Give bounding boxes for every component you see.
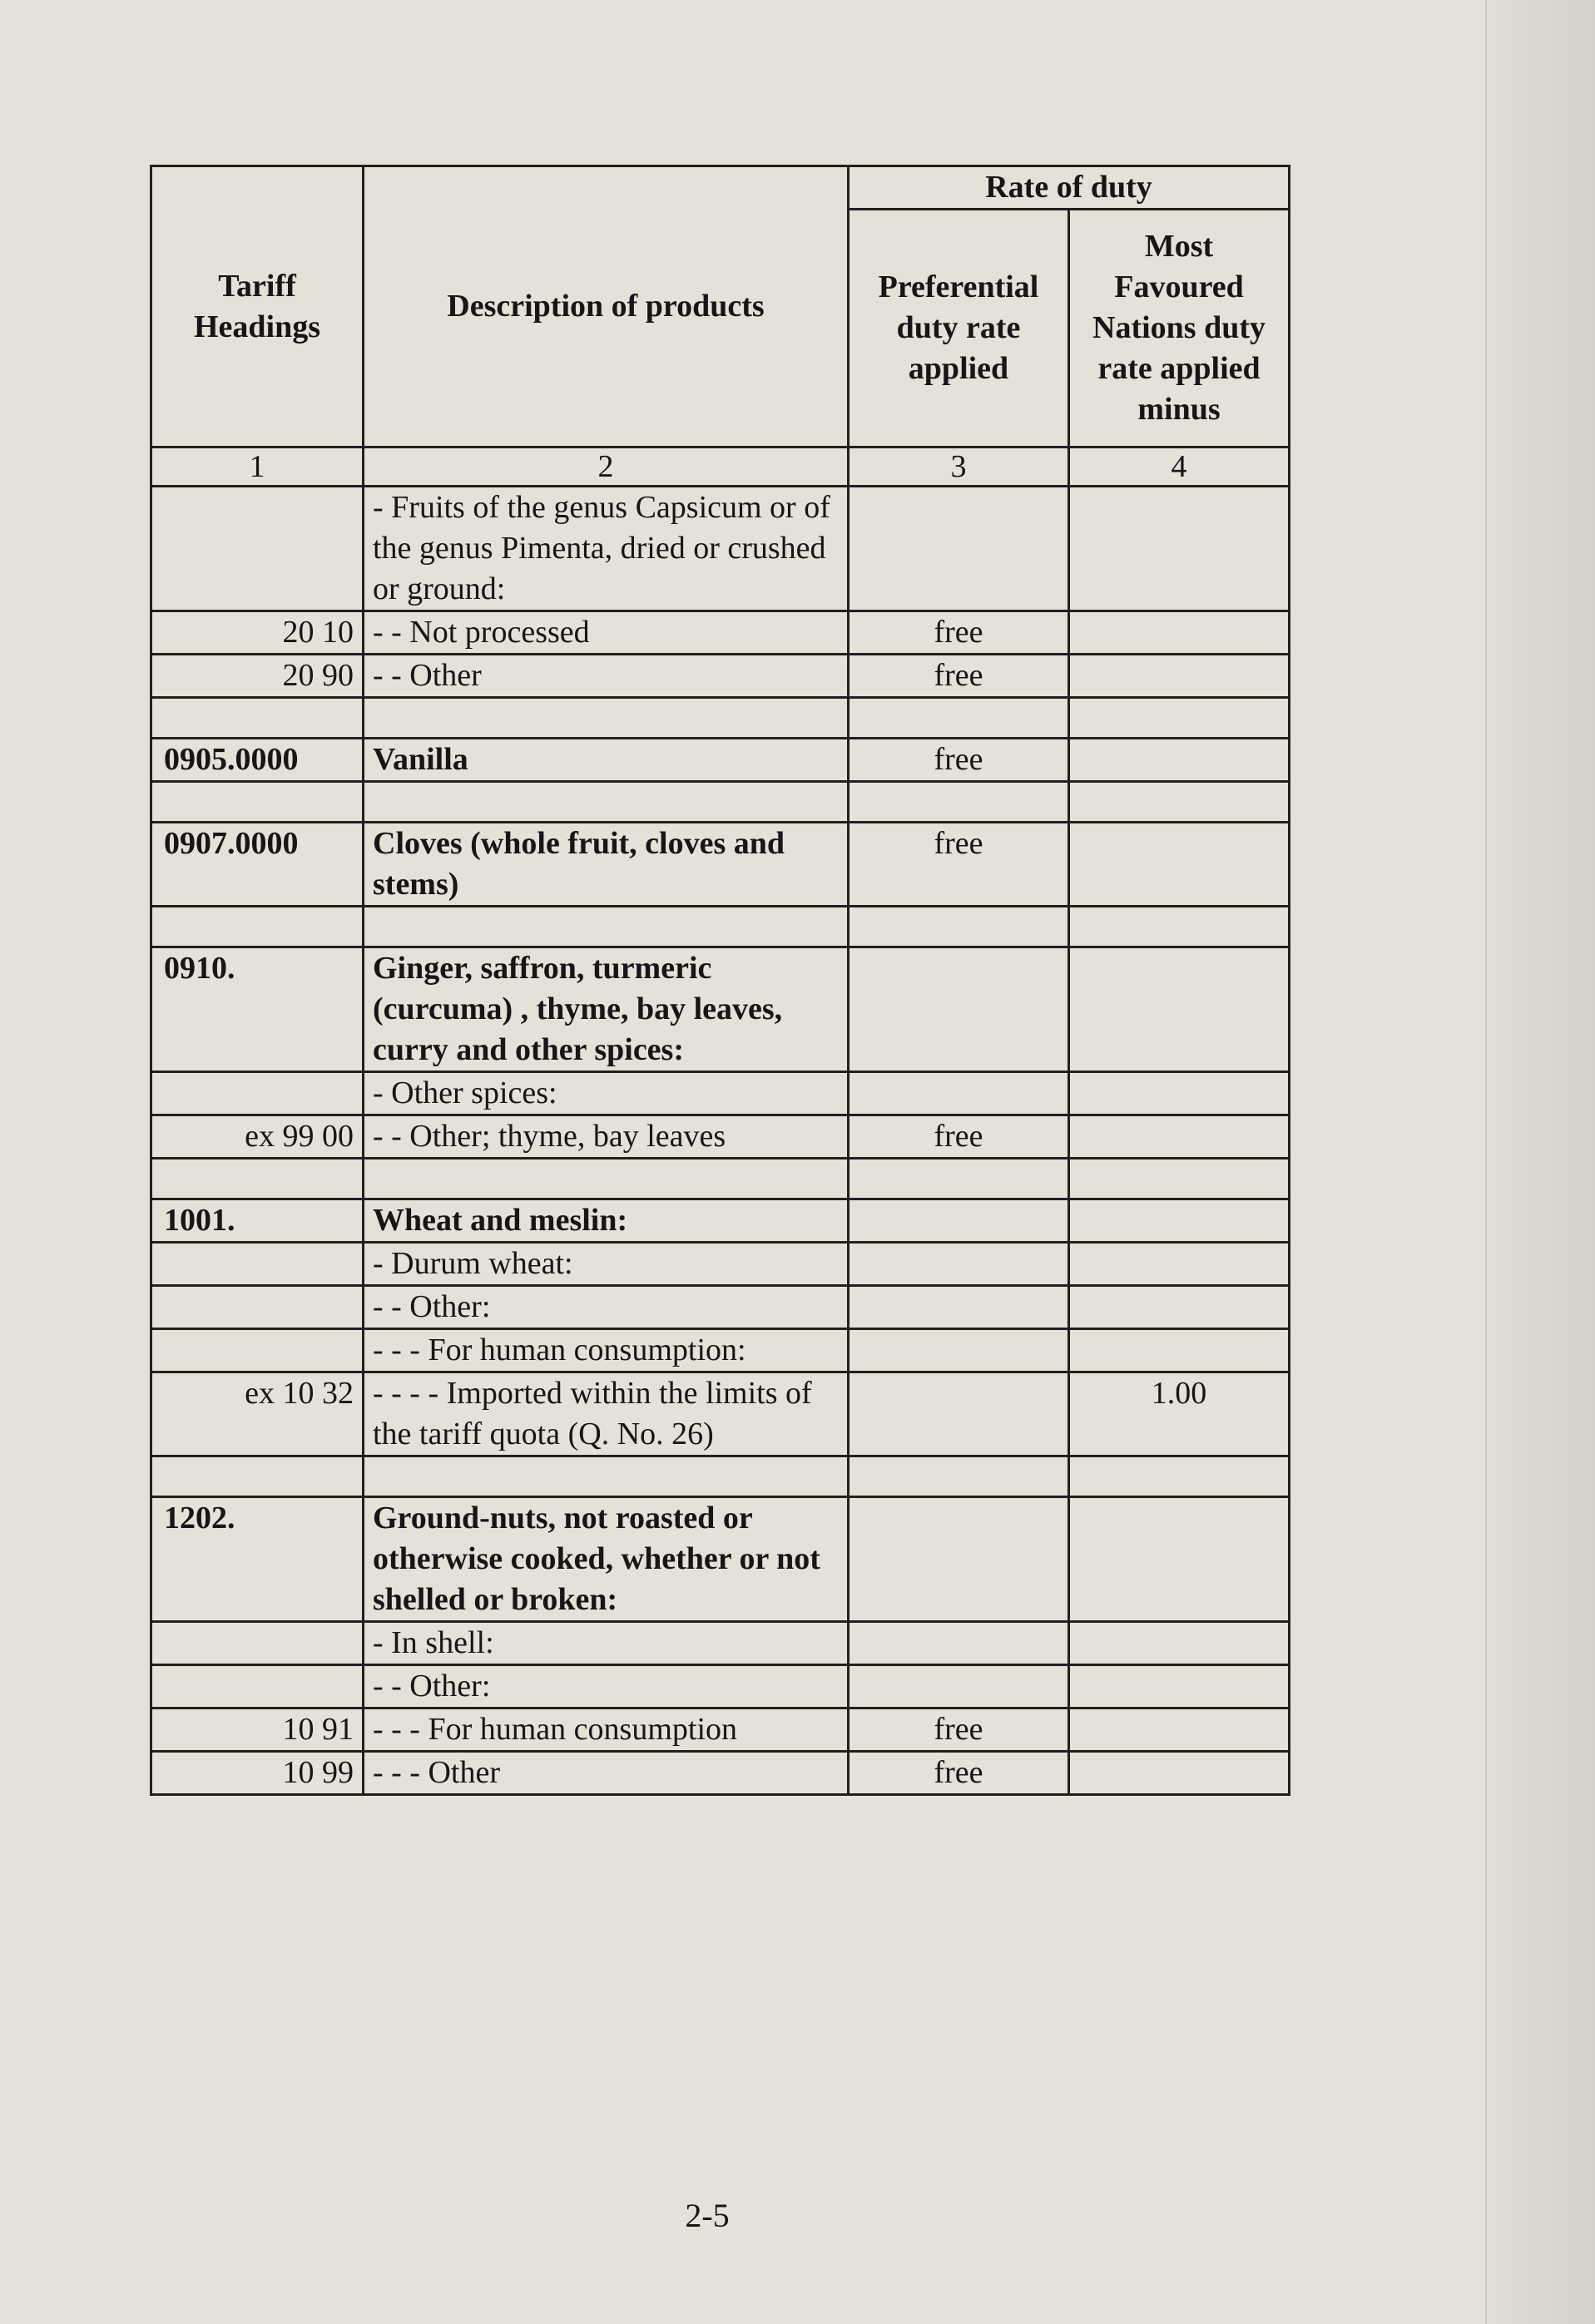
tariff-code-cell xyxy=(151,782,364,823)
description-cell xyxy=(364,1159,849,1199)
table-row xyxy=(151,1497,1290,1622)
preferential-rate-cell xyxy=(849,1286,1069,1329)
tariff-code-cell xyxy=(151,487,364,611)
column-number: 4 xyxy=(1069,447,1290,487)
tariff-code-cell xyxy=(151,1456,364,1497)
description-cell: - - Other xyxy=(364,655,849,698)
description-cell: - Other spices: xyxy=(364,1072,849,1115)
mfn-rate-cell xyxy=(1069,1456,1290,1497)
tariff-code-cell xyxy=(151,1622,364,1665)
tariff-table-container xyxy=(150,165,1288,1796)
header-preferential-rate: Preferential duty rate applied xyxy=(849,210,1069,447)
description-cell xyxy=(364,698,849,739)
tariff-code-cell xyxy=(151,1072,364,1115)
tariff-code-cell: 10 91 xyxy=(151,1708,364,1752)
table-row xyxy=(151,1115,1290,1159)
mfn-rate-cell xyxy=(1069,1286,1290,1329)
mfn-rate-cell xyxy=(1069,1159,1290,1199)
tariff-code-cell xyxy=(151,1286,364,1329)
description-cell: Ground-nuts, not roasted or otherwise cooked, whether or not shelled or broken: xyxy=(364,1497,849,1622)
mfn-rate-cell xyxy=(1069,823,1290,907)
tariff-code-cell xyxy=(151,1159,364,1199)
preferential-rate-cell xyxy=(849,1497,1069,1622)
mfn-rate-cell xyxy=(1069,1665,1290,1708)
header-mfn-rate: Most Favoured Nations duty rate applied minus xyxy=(1069,210,1290,447)
description-cell: Vanilla xyxy=(364,739,849,782)
tariff-code-cell: 1202. xyxy=(151,1497,364,1622)
description-cell: - - - Other xyxy=(364,1752,849,1795)
preferential-rate-cell xyxy=(849,487,1069,611)
mfn-rate-cell xyxy=(1069,1115,1290,1159)
description-cell xyxy=(364,1456,849,1497)
preferential-rate-cell xyxy=(849,907,1069,947)
preferential-rate-cell xyxy=(849,1622,1069,1665)
table-row xyxy=(151,1372,1290,1456)
preferential-rate-cell: free xyxy=(849,1115,1069,1159)
page-edge-shadow xyxy=(1485,0,1595,2324)
mfn-rate-cell xyxy=(1069,655,1290,698)
tariff-code-cell xyxy=(151,698,364,739)
mfn-rate-cell xyxy=(1069,1708,1290,1752)
tariff-code-cell: 0905.0000 xyxy=(151,739,364,782)
description-cell: - Durum wheat: xyxy=(364,1243,849,1286)
table-row xyxy=(151,1708,1290,1752)
tariff-code-cell: 1001. xyxy=(151,1199,364,1243)
header-tariff-headings: Tariff Headings xyxy=(151,166,364,447)
mfn-rate-cell xyxy=(1069,1329,1290,1372)
mfn-rate-cell xyxy=(1069,1497,1290,1622)
description-cell: - In shell: xyxy=(364,1622,849,1665)
description-cell: Wheat and meslin: xyxy=(364,1199,849,1243)
preferential-rate-cell: free xyxy=(849,1752,1069,1795)
preferential-rate-cell xyxy=(849,1329,1069,1372)
description-cell: - - - - Imported within the limits of the tariff quota (Q. No. 26) xyxy=(364,1372,849,1456)
description-cell: - - Other; thyme, bay leaves xyxy=(364,1115,849,1159)
preferential-rate-cell xyxy=(849,1456,1069,1497)
mfn-rate-cell xyxy=(1069,907,1290,947)
mfn-rate-cell xyxy=(1069,1072,1290,1115)
table-row xyxy=(151,823,1290,907)
mfn-rate-cell xyxy=(1069,1243,1290,1286)
description-cell: - - Not processed xyxy=(364,611,849,655)
mfn-rate-cell xyxy=(1069,487,1290,611)
table-row xyxy=(151,1159,1290,1199)
preferential-rate-cell xyxy=(849,698,1069,739)
page-number: 2-5 xyxy=(685,2197,730,2234)
table-row xyxy=(151,1286,1290,1329)
tariff-code-cell: 0910. xyxy=(151,947,364,1072)
preferential-rate-cell xyxy=(849,947,1069,1072)
description-cell xyxy=(364,782,849,823)
description-cell: - - Other: xyxy=(364,1665,849,1708)
table-row xyxy=(151,947,1290,1072)
mfn-rate-cell xyxy=(1069,782,1290,823)
tariff-code-cell: 10 99 xyxy=(151,1752,364,1795)
mfn-rate-cell xyxy=(1069,1752,1290,1795)
mfn-rate-cell xyxy=(1069,1199,1290,1243)
table-row xyxy=(151,611,1290,655)
preferential-rate-cell xyxy=(849,1072,1069,1115)
mfn-rate-cell xyxy=(1069,739,1290,782)
table-row xyxy=(151,1243,1290,1286)
column-number: 3 xyxy=(849,447,1069,487)
tariff-table-body xyxy=(151,487,1290,1795)
tariff-code-cell: 20 90 xyxy=(151,655,364,698)
description-cell: Ginger, saffron, turmeric (curcuma) , thyme, bay leaves, curry and other spices: xyxy=(364,947,849,1072)
tariff-code-cell: ex 10 32 xyxy=(151,1372,364,1456)
preferential-rate-cell xyxy=(849,1372,1069,1456)
header-description: Description of products xyxy=(364,166,849,447)
preferential-rate-cell: free xyxy=(849,611,1069,655)
tariff-code-cell: 20 10 xyxy=(151,611,364,655)
preferential-rate-cell: free xyxy=(849,655,1069,698)
tariff-code-cell xyxy=(151,1329,364,1372)
table-row xyxy=(151,782,1290,823)
description-cell: - Fruits of the genus Capsicum or of the genus Pimenta, dried or crushed or ground: xyxy=(364,487,849,611)
mfn-rate-cell xyxy=(1069,698,1290,739)
table-row xyxy=(151,655,1290,698)
description-cell: - - - For human consumption xyxy=(364,1708,849,1752)
mfn-rate-cell: 1.00 xyxy=(1069,1372,1290,1456)
preferential-rate-cell: free xyxy=(849,1708,1069,1752)
mfn-rate-cell xyxy=(1069,611,1290,655)
table-row xyxy=(151,1665,1290,1708)
description-cell xyxy=(364,907,849,947)
tariff-code-cell: 0907.0000 xyxy=(151,823,364,907)
tariff-code-cell xyxy=(151,907,364,947)
preferential-rate-cell xyxy=(849,1665,1069,1708)
preferential-rate-cell xyxy=(849,782,1069,823)
header-rate-of-duty: Rate of duty xyxy=(849,166,1290,210)
table-row xyxy=(151,1622,1290,1665)
description-cell: Cloves (whole fruit, cloves and stems) xyxy=(364,823,849,907)
tariff-code-cell xyxy=(151,1665,364,1708)
preferential-rate-cell: free xyxy=(849,823,1069,907)
table-row xyxy=(151,1329,1290,1372)
table-row xyxy=(151,907,1290,947)
description-cell: - - - For human consumption: xyxy=(364,1329,849,1372)
preferential-rate-cell xyxy=(849,1199,1069,1243)
tariff-code-cell xyxy=(151,1243,364,1286)
mfn-rate-cell xyxy=(1069,947,1290,1072)
column-number: 1 xyxy=(151,447,364,487)
preferential-rate-cell: free xyxy=(849,739,1069,782)
tariff-table xyxy=(150,165,1290,1796)
table-row xyxy=(151,1072,1290,1115)
table-row xyxy=(151,1752,1290,1795)
preferential-rate-cell xyxy=(849,1159,1069,1199)
description-cell: - - Other: xyxy=(364,1286,849,1329)
table-row xyxy=(151,698,1290,739)
table-row xyxy=(151,487,1290,611)
mfn-rate-cell xyxy=(1069,1622,1290,1665)
table-row xyxy=(151,739,1290,782)
column-number-row xyxy=(151,447,1290,487)
table-row xyxy=(151,1199,1290,1243)
column-number: 2 xyxy=(364,447,849,487)
table-row xyxy=(151,1456,1290,1497)
tariff-code-cell: ex 99 00 xyxy=(151,1115,364,1159)
preferential-rate-cell xyxy=(849,1243,1069,1286)
